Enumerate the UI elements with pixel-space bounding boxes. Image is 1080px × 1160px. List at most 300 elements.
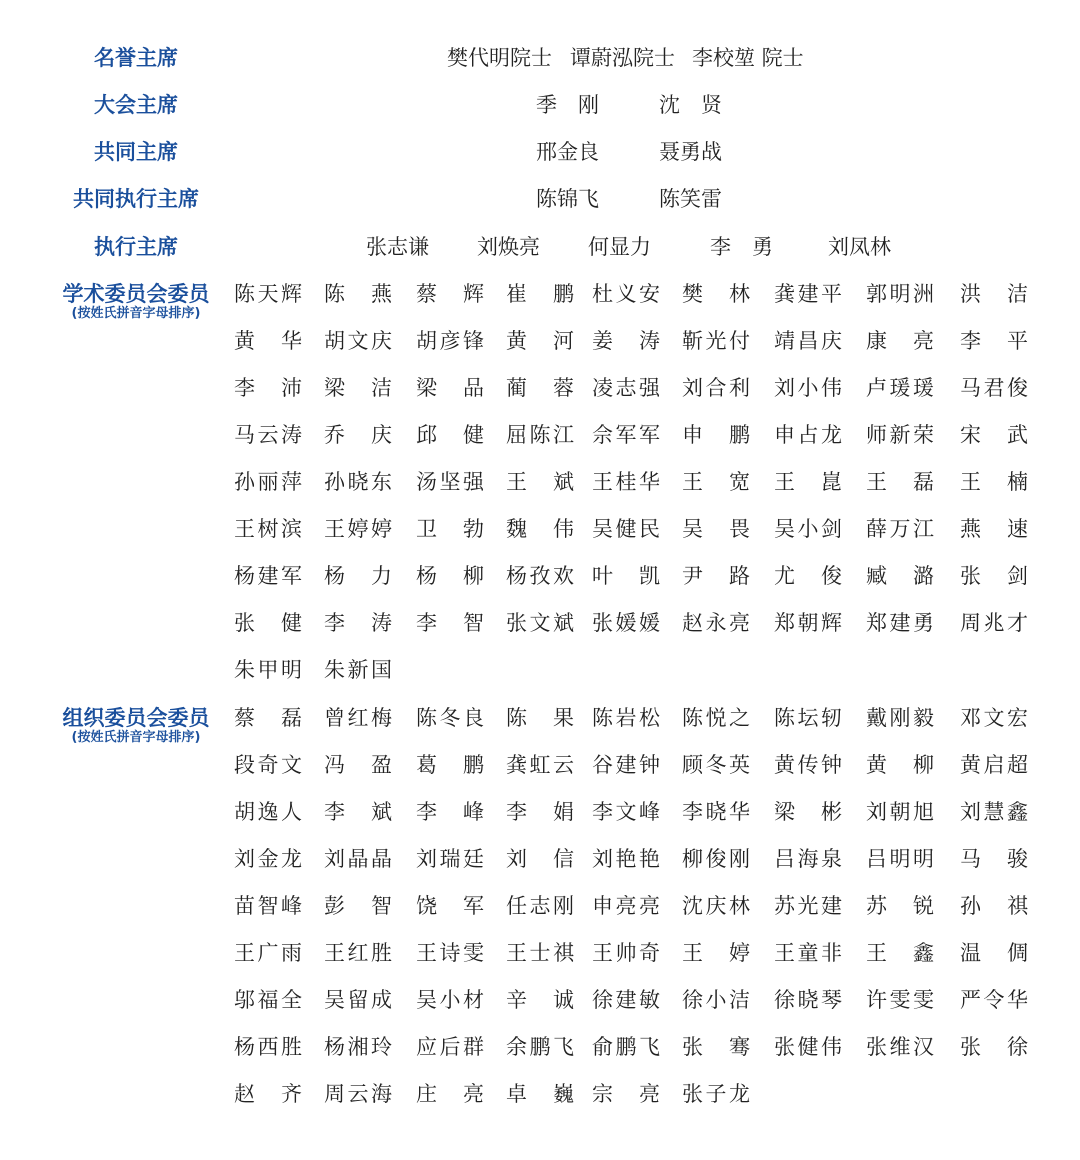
name-text: 苗智峰 [234,894,302,918]
name-char: 辉 [463,282,484,306]
member-name [960,326,1028,356]
member-name [506,844,574,874]
header-row [0,184,1080,214]
member-name [682,373,750,403]
section-label: 组织委员会委员 [62,706,210,730]
member-name [866,750,934,780]
name-char: 品 [463,376,484,400]
name-char: 崑 [821,470,842,494]
name-char: 冯 [324,753,345,777]
name-text: 郑建勇 [866,611,934,635]
name-char: 楠 [1007,470,1028,494]
name-text: 曾红梅 [324,706,392,730]
name-text: 吴小材 [416,988,484,1012]
name-text: 徐小洁 [682,988,750,1012]
name-text: 王桂华 [592,470,660,494]
name-char: 卫 [416,517,437,541]
person-name: 何显力 [588,235,651,259]
name-char: 崔 [506,282,527,306]
name-char: 饶 [416,894,437,918]
name-char: 黄 [234,329,255,353]
name-char: 尹 [682,564,703,588]
member-name [324,655,392,685]
member-name [960,750,1028,780]
name-char: 蔡 [416,282,437,306]
member-name [592,750,660,780]
member-name [506,797,574,827]
name-char: 洁 [371,376,392,400]
section-note: (按姓氏拼音字母排序) [71,730,201,745]
name-text: 段奇文 [234,753,302,777]
member-name [774,938,842,968]
name-char: 臧 [866,564,887,588]
name-char: 杨 [324,564,345,588]
name-char: 李 [324,800,345,824]
member-name [774,1032,842,1062]
name-text: 申占龙 [774,423,842,447]
member-name [324,985,392,1015]
name-text: 申亮亮 [592,894,660,918]
name-text: 俞鹏飞 [592,1035,660,1059]
member-name [774,703,842,733]
name-text: 杜义安 [592,282,660,306]
member-name [324,326,392,356]
name-char: 亮 [913,329,934,353]
name-char: 张 [682,1035,703,1059]
member-name [960,703,1028,733]
member-name [774,467,842,497]
name-text: 杨建军 [234,564,302,588]
member-name [866,985,934,1015]
name-text: 靳光付 [682,329,750,353]
member-name [506,891,574,921]
header-row [0,137,1080,167]
name-text: 杨孜欢 [506,564,574,588]
member-name [774,279,842,309]
member-name [416,561,484,591]
section-note: (按姓氏拼音字母排序) [71,306,201,321]
name-char: 梁 [416,376,437,400]
name-char: 张 [960,564,981,588]
name-text: 佘军军 [592,423,660,447]
name-char: 张 [234,611,255,635]
header-row [0,43,1080,73]
name-text: 刘朝旭 [866,800,934,824]
member-name [866,797,934,827]
name-char: 樊 [682,282,703,306]
member-name [682,561,750,591]
member-name [592,279,660,309]
name-char: 申 [682,423,703,447]
member-name [416,797,484,827]
name-char: 卓 [506,1082,527,1106]
name-char: 亮 [639,1082,660,1106]
name-char: 信 [553,847,574,871]
member-name [416,373,484,403]
name-char: 刘 [506,847,527,871]
name-char: 果 [553,706,574,730]
member-name [506,703,574,733]
name-char: 鑫 [913,941,934,965]
name-char: 王 [866,941,887,965]
name-text: 刘艳艳 [592,847,660,871]
name-char: 洁 [1007,282,1028,306]
name-char: 健 [463,423,484,447]
name-char: 王 [506,470,527,494]
name-text: 刘瑞廷 [416,847,484,871]
name-char: 姜 [592,329,613,353]
member-name [506,561,574,591]
member-name [682,1032,750,1062]
name-text: 张媛媛 [592,611,660,635]
name-char: 鹏 [463,753,484,777]
member-name [592,467,660,497]
member-name [234,561,302,591]
member-name [592,326,660,356]
member-name [866,514,934,544]
name-char: 宗 [592,1082,613,1106]
name-text: 陈岩松 [592,706,660,730]
person-name: 季 刚 [536,93,599,117]
member-name [682,750,750,780]
member-name [592,891,660,921]
name-text: 王婷婷 [324,517,392,541]
name-char: 庄 [416,1082,437,1106]
name-text: 吴留成 [324,988,392,1012]
name-text: 吕海泉 [774,847,842,871]
name-char: 速 [1007,517,1028,541]
name-char: 宋 [960,423,981,447]
person-name: 陈笑雷 [659,187,722,211]
name-char: 磊 [281,706,302,730]
name-text: 陈天辉 [234,282,302,306]
member-name [682,279,750,309]
name-text: 朱甲明 [234,658,302,682]
member-name [416,279,484,309]
member-name [324,891,392,921]
name-char: 磊 [913,470,934,494]
name-char: 陈 [506,706,527,730]
name-char: 王 [682,941,703,965]
name-char: 鹏 [553,282,574,306]
member-name [866,373,934,403]
name-char: 锐 [913,894,934,918]
name-text: 黄启超 [960,753,1028,777]
member-name [234,703,302,733]
member-name [324,279,392,309]
member-name [774,514,842,544]
name-char: 彭 [324,894,345,918]
name-char: 王 [866,470,887,494]
member-name [416,844,484,874]
member-name [866,844,934,874]
name-char: 燕 [960,517,981,541]
name-text: 周兆才 [960,611,1028,635]
name-char: 勃 [463,517,484,541]
name-char: 峰 [463,800,484,824]
name-char: 李 [416,611,437,635]
name-char: 婷 [729,941,750,965]
member-name [506,467,574,497]
member-name [416,891,484,921]
name-text: 胡彦锋 [416,329,484,353]
name-text: 薛万江 [866,517,934,541]
name-char: 康 [866,329,887,353]
member-name [324,797,392,827]
name-char: 亮 [463,1082,484,1106]
row-label: 共同主席 [94,140,178,164]
person-name: 张志谦 [366,235,429,259]
name-char: 涛 [371,611,392,635]
member-name [774,420,842,450]
member-name [506,750,574,780]
name-char: 李 [960,329,981,353]
member-name [506,938,574,968]
member-name [506,373,574,403]
name-text: 孙晓东 [324,470,392,494]
member-name [774,844,842,874]
name-text: 刘晶晶 [324,847,392,871]
member-name [416,467,484,497]
member-name [682,891,750,921]
name-char: 徐 [1007,1035,1028,1059]
section-label: 学术委员会委员 [62,282,210,306]
name-text: 刘慧鑫 [960,800,1028,824]
member-name [506,985,574,1015]
member-name [960,891,1028,921]
name-text: 龚建平 [774,282,842,306]
person-name: 樊代明院士 [447,46,552,70]
member-name [592,420,660,450]
row-label: 执行主席 [94,235,178,259]
name-text: 吴小剑 [774,517,842,541]
name-char: 武 [1007,423,1028,447]
name-text: 杨湘玲 [324,1035,392,1059]
name-char: 李 [324,611,345,635]
name-char: 洪 [960,282,981,306]
member-name [234,655,302,685]
name-char: 倜 [1007,941,1028,965]
name-text: 沈庆林 [682,894,750,918]
name-text: 王树滨 [234,517,302,541]
member-name [866,938,934,968]
member-name [774,985,842,1015]
person-name: 邢金良 [536,140,599,164]
name-text: 谷建钟 [592,753,660,777]
name-text: 应后群 [416,1035,484,1059]
member-name [960,279,1028,309]
row-label: 名誉主席 [94,46,178,70]
name-char: 王 [774,470,795,494]
name-text: 邬福全 [234,988,302,1012]
member-name [960,938,1028,968]
name-text: 朱新国 [324,658,392,682]
member-name [234,326,302,356]
name-char: 李 [416,800,437,824]
member-name [324,844,392,874]
name-char: 陈 [324,282,345,306]
person-name: 沈 贤 [659,93,722,117]
member-name [682,938,750,968]
name-text: 邓文宏 [960,706,1028,730]
member-name [682,326,750,356]
name-text: 李晓华 [682,800,750,824]
member-name [682,608,750,638]
name-char: 路 [729,564,750,588]
name-text: 张健伟 [774,1035,842,1059]
name-char: 柳 [463,564,484,588]
member-name [592,373,660,403]
name-char: 斌 [553,470,574,494]
person-name: 谭蔚泓院士 [570,46,675,70]
member-name [682,467,750,497]
name-text: 王诗雯 [416,941,484,965]
row-label: 共同执行主席 [73,187,199,211]
member-name [234,1032,302,1062]
name-text: 余鹏飞 [506,1035,574,1059]
name-char: 葛 [416,753,437,777]
member-name [592,514,660,544]
member-name [234,608,302,638]
name-char: 辛 [506,988,527,1012]
member-name [774,561,842,591]
member-name [866,279,934,309]
member-name [506,1079,574,1109]
name-char: 鹏 [729,423,750,447]
name-text: 凌志强 [592,376,660,400]
name-text: 龚虹云 [506,753,574,777]
name-text: 徐建敏 [592,988,660,1012]
name-text: 柳俊刚 [682,847,750,871]
member-name [682,844,750,874]
name-text: 吴健民 [592,517,660,541]
name-text: 张维汉 [866,1035,934,1059]
name-text: 苏光建 [774,894,842,918]
member-grid [234,703,1034,1126]
member-name [774,797,842,827]
name-char: 伟 [553,517,574,541]
member-name [592,797,660,827]
name-text: 赵永亮 [682,611,750,635]
member-name [234,985,302,1015]
name-char: 智 [463,611,484,635]
name-text: 郑朝辉 [774,611,842,635]
person-name: 聂勇战 [659,140,722,164]
name-char: 宽 [729,470,750,494]
member-name [592,703,660,733]
name-text: 杨西胜 [234,1035,302,1059]
name-char: 李 [234,376,255,400]
member-name [324,750,392,780]
header-row [0,232,1080,262]
name-text: 屈陈江 [506,423,574,447]
member-name [960,985,1028,1015]
name-char: 温 [960,941,981,965]
member-name [960,514,1028,544]
name-char: 华 [281,329,302,353]
name-char: 乔 [324,423,345,447]
member-name [682,514,750,544]
member-name [682,985,750,1015]
name-char: 蔡 [234,706,255,730]
name-char: 柳 [913,753,934,777]
name-text: 马君俊 [960,376,1028,400]
member-name [324,1032,392,1062]
member-name [234,373,302,403]
member-name [866,467,934,497]
member-name [324,561,392,591]
member-name [416,514,484,544]
name-text: 张文斌 [506,611,574,635]
member-name [324,373,392,403]
member-name [416,326,484,356]
member-name [324,703,392,733]
name-char: 庆 [371,423,392,447]
name-char: 涛 [639,329,660,353]
member-name [682,420,750,450]
member-name [324,467,392,497]
name-char: 吴 [682,517,703,541]
name-char: 梁 [774,800,795,824]
name-text: 马云涛 [234,423,302,447]
member-name [682,1079,750,1109]
name-text: 孙丽萍 [234,470,302,494]
member-name [506,1032,574,1062]
name-char: 娟 [553,800,574,824]
name-text: 周云海 [324,1082,392,1106]
name-text: 胡文庆 [324,329,392,353]
member-name [506,279,574,309]
name-char: 彬 [821,800,842,824]
member-name [234,514,302,544]
member-name [234,938,302,968]
name-char: 斌 [371,800,392,824]
name-char: 祺 [1007,894,1028,918]
name-text: 郭明洲 [866,282,934,306]
member-name [234,1079,302,1109]
member-name [592,938,660,968]
name-char: 马 [960,847,981,871]
name-text: 吕明明 [866,847,934,871]
member-name [774,891,842,921]
name-text: 黄传钟 [774,753,842,777]
name-char: 孙 [960,894,981,918]
name-char: 力 [371,564,392,588]
name-char: 叶 [592,564,613,588]
member-name [592,1032,660,1062]
member-name [506,514,574,544]
name-char: 骏 [1007,847,1028,871]
name-char: 畏 [729,517,750,541]
name-char: 潞 [913,564,934,588]
name-char: 智 [371,894,392,918]
member-name [416,938,484,968]
name-char: 燕 [371,282,392,306]
name-char: 健 [281,611,302,635]
name-text: 许雯雯 [866,988,934,1012]
member-name [324,938,392,968]
name-text: 陈悦之 [682,706,750,730]
name-char: 林 [729,282,750,306]
person-name: 刘凤林 [828,235,891,259]
member-name [774,373,842,403]
member-name [866,561,934,591]
name-char: 王 [682,470,703,494]
member-name [960,373,1028,403]
member-name [682,703,750,733]
member-name [866,1032,934,1062]
name-text: 汤坚强 [416,470,484,494]
